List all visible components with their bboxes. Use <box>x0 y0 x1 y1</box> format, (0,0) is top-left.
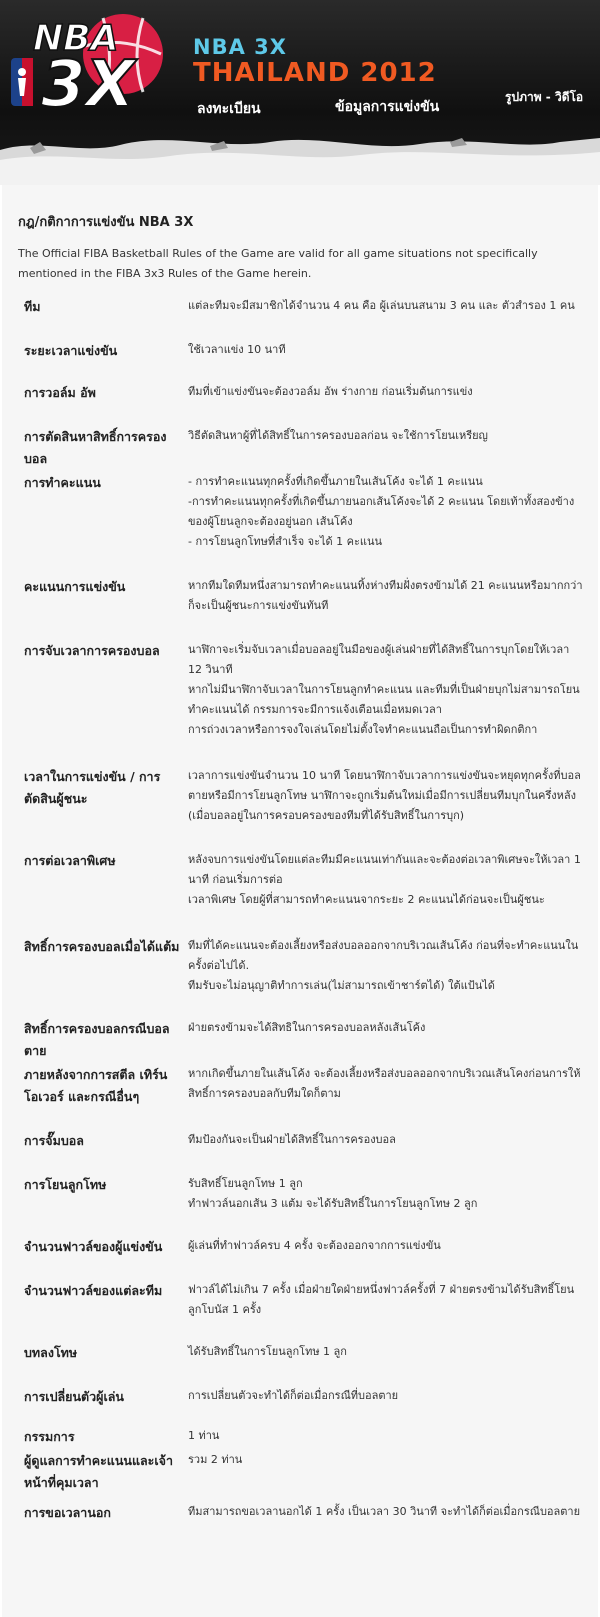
rule-title: การวอล์ม อัพ <box>24 385 96 400</box>
rule-row <box>16 1280 584 1320</box>
rule-title: จำนวนฟาวล์ของผู้แข่งขัน <box>24 1239 163 1254</box>
rule-title: การโยนลูกโทษ <box>24 1177 107 1192</box>
rule-line: - การโยนลูกโทษที่สำเร็จ จะได้ 1 คะแนน <box>188 535 383 548</box>
rule-title: ระยะเวลาแข่งขัน <box>24 343 118 358</box>
rule-row <box>16 1130 584 1152</box>
rule-title: บทลงโทษ <box>24 1345 78 1360</box>
rule-title: การต่อเวลาพิเศษ <box>24 853 116 868</box>
rule-title: ผู้ดูแลการทำคะแนนและเจ้าหน้าที่คุมเวลา <box>24 1453 173 1490</box>
rule-line: ใช้เวลาแข่ง 10 นาที <box>188 343 286 356</box>
rule-title: เวลาในการแข่งขัน / การตัดสินผู้ชนะ <box>24 769 161 806</box>
rule-description <box>184 1174 584 1214</box>
rule-line: รับสิทธิ์โยนลูกโทษ 1 ลูก <box>188 1177 303 1190</box>
page-title: กฎ/กติกาการแข่งขัน NBA 3X <box>18 215 194 230</box>
rule-title: การตัดสินหาสิทธิ์การครองบอล <box>24 429 167 466</box>
rule-title: การจับเวลาการครองบอล <box>24 643 160 658</box>
rule-line: ทีมป้องกันจะเป็นฝ่ายได้สิทธิ์ในการครองบอล <box>188 1133 396 1146</box>
rule-row <box>16 1018 584 1062</box>
rule-row <box>16 1450 584 1494</box>
rule-description <box>184 1236 584 1258</box>
rule-description <box>184 936 584 996</box>
event-title <box>193 36 437 88</box>
rule-row <box>16 1386 584 1408</box>
rule-description <box>184 382 584 404</box>
rule-line: เวลาพิเศษ โดยผู้ที่สามารถทำคะแนนจากระยะ 2 คะแนนได้ก่อนจะเป็นผู้ชนะ <box>188 893 545 906</box>
rule-description <box>184 1426 584 1448</box>
rule-line: เวลาการแข่งขันจำนวน 10 นาที โดยนาฬิกาจับเวลาการแข่งขันจะหยุดทุกครั้งที่บอลตายหรือมีการโยนลูกโทษ นาฬิกาจะถูกเริ่มต้นใหม่เมื่อมีการเปลี่ยนทีมบุกในครึ่งหลัง (เมื่อบอลอยู่ในการครอบครองของทีมที่ได้รับสิทธิ์ในการบุก) <box>188 769 581 822</box>
rule-title: คะแนนการแข่งขัน <box>24 579 126 594</box>
rule-line: แต่ละทีมจะมีสมาชิกได้จำนวน 4 คน คือ ผู้เล่นบนสนาม 3 คน และ ตัวสำรอง 1 คน <box>188 299 575 312</box>
rule-row <box>16 936 584 996</box>
nav-competition-info[interactable]: ข้อมูลการแข่งขัน <box>335 99 440 115</box>
rule-row <box>16 576 584 616</box>
rule-line: รวม 2 ท่าน <box>188 1453 243 1466</box>
rule-title: ทีม <box>24 299 41 314</box>
rule-line: การถ่วงเวลาหรือการจงใจเล่นโดยไม่ตั้งใจทำคะแนนถือเป็นการทำผิดกติกา <box>188 723 538 736</box>
rule-row <box>16 296 584 318</box>
rule-description <box>184 1064 584 1108</box>
event-title-line1: NBA 3X <box>193 35 287 59</box>
rule-line: หลังจบการแข่งขันโดยแต่ละทีมมีคะแนนเท่ากันและจะต้องต่อเวลาพิเศษจะให้เวลา 1 นาที ก่อนเริ่มการต่อ <box>188 853 581 886</box>
rule-line: ทำฟาวล์นอกเส้น 3 แต้ม จะได้รับสิทธิ์ในการโยนลูกโทษ 2 ลูก <box>188 1197 478 1210</box>
rule-line: วิธีตัดสินหาผู้ที่ได้สิทธิ์ในการครองบอลก่อน จะใช้การโยนเหรียญ <box>188 429 488 442</box>
rule-line: หากเกิดขึ้นภายในเส้นโค้ง จะต้องเลี้ยงหรือส่งบอลออกจากบริเวณเส้นโคงก่อนการให้สิทธิ์การครองบอลกับทีมใดก็ตาม <box>188 1067 581 1100</box>
rule-row <box>16 1236 584 1258</box>
rule-line: นาฬิกาจะเริ่มจับเวลาเมื่อบอลอยู่ในมือของผู้เล่นฝ่ายที่ได้สิทธิ์ในการบุกโดยให้เวลา 12 วินาที <box>188 643 570 676</box>
event-title-line2: THAILAND 2012 <box>193 58 437 88</box>
rule-line: ฝ่ายตรงข้ามจะได้สิทธิในการครองบอลหลังเส้นโค้ง <box>188 1021 426 1034</box>
rules-list <box>16 296 584 1524</box>
rules-intro: The Official FIBA Basketball Rules of the Game are valid for all game situations not specifically mentioned in the FIBA 3x3 Rules of the Game herein. <box>18 247 538 280</box>
rule-description <box>184 1018 584 1062</box>
rule-description <box>184 1386 584 1408</box>
rule-row <box>16 1502 584 1524</box>
rule-line: ทีมที่ได้คะแนนจะต้องเลี้ยงหรือส่งบอลออกจากบริเวณเส้นโค้ง ก่อนที่จะทำคะแนนในครั้งต่อไปได้. <box>188 939 579 972</box>
rule-description <box>184 1502 584 1524</box>
rule-title: กรรมการ <box>24 1429 75 1444</box>
site-header <box>0 0 600 185</box>
nav-register[interactable]: ลงทะเบียน <box>197 101 261 117</box>
rule-row <box>16 340 584 362</box>
rule-line: ทีมสามารถขอเวลานอกได้ 1 ครั้ง เป็นเวลา 30 วินาที จะทำได้ก็ต่อเมื่อกรณีบอลตาย <box>188 1505 581 1518</box>
rules-content <box>2 185 598 1617</box>
rule-title: การขอเวลานอก <box>24 1505 111 1520</box>
main-nav <box>0 90 600 120</box>
rule-row <box>16 382 584 404</box>
rule-line: - การทำคะแนนทุกครั้งที่เกิดขึ้นภายในเส้นโค้ง จะได้ 1 คะแนน <box>188 475 483 488</box>
nav-photos-videos[interactable]: รูปภาพ - วิดีโอ <box>505 90 584 104</box>
rule-title: สิทธิ์การครองบอลกรณีบอลตาย <box>24 1021 170 1058</box>
rule-line: ได้รับสิทธิ์ในการโยนลูกโทษ 1 ลูก <box>188 1345 347 1358</box>
rule-description <box>184 340 584 362</box>
rule-description <box>184 576 584 616</box>
rule-description <box>184 1280 584 1320</box>
rule-line: ผู้เล่นที่ทำฟาวล์ครบ 4 ครั้ง จะต้องออกจากการแข่งขัน <box>188 1239 441 1252</box>
rule-title: ภายหลังจากการสตีล เทิร์นโอเวอร์ และกรณีอื่นๆ <box>24 1067 168 1104</box>
rule-description <box>184 766 584 826</box>
rule-row <box>16 472 584 552</box>
rule-description <box>184 640 584 740</box>
rule-line: ฟาวล์ได้ไม่เกิน 7 ครั้ง เมื่อฝ่ายใดฝ่ายหนึ่งฟาวล์ครั้งที่ 7 ฝ่ายตรงข้ามได้รับสิทธิ์โยนลูกโบนัส 1 ครั้ง <box>188 1283 575 1316</box>
rule-row <box>16 850 584 910</box>
rule-line: ทีมรับจะไม่อนุญาติทำการเล่น(ไม่สามารถเข้าชาร์ตได้) ใต้แป้นได้ <box>188 979 495 992</box>
rule-row <box>16 1426 584 1448</box>
rule-row <box>16 766 584 826</box>
rule-line: หากทีมใดทีมหนึ่งสามารถทำคะแนนทิ้งห่างทีมฝั่งตรงข้ามได้ 21 คะแนนหรือมากกว่า ก็จะเป็นผู้ชนะการแข่งขันทันที <box>188 579 583 612</box>
rule-row <box>16 1064 584 1108</box>
rule-title: การเปลี่ยนตัวผู้เล่น <box>24 1389 124 1404</box>
rule-row <box>16 1342 584 1364</box>
rule-line: 1 ท่าน <box>188 1429 220 1442</box>
rule-title: สิทธิ์การครองบอลเมื่อได้แต้ม <box>24 939 180 954</box>
rule-description <box>184 472 584 552</box>
rule-title: จำนวนฟาวล์ของแต่ละทีม <box>24 1283 163 1298</box>
rule-line: ทีมที่เข้าแข่งขันจะต้องวอล์ม อัพ ร่างกาย ก่อนเริ่มต้นการแข่ง <box>188 385 473 398</box>
rule-line: -การทำคะแนนทุกครั้งที่เกิดขึ้นภายนอกเส้นโค้งจะได้ 2 คะแนน โดยเท้าทั้งสองข้างของผู้โยนลูกจะต้องอยู่นอก เส้นโค้ง <box>188 495 575 528</box>
rule-description <box>184 296 584 318</box>
svg-text:NBA: NBA <box>33 18 119 59</box>
rule-row <box>16 640 584 740</box>
rule-description <box>184 1342 584 1364</box>
rule-description <box>184 1450 584 1494</box>
rule-title: การทำคะแนน <box>24 475 101 490</box>
rule-title: การจั๊มบอล <box>24 1133 84 1148</box>
svg-text:3X: 3X <box>41 48 135 114</box>
rule-line: การเปลี่ยนตัวจะทำได้ก็ต่อเมื่อกรณีที่บอลตาย <box>188 1389 399 1402</box>
rule-description <box>184 850 584 910</box>
rule-description <box>184 1130 584 1152</box>
rule-description <box>184 426 584 470</box>
rule-row <box>16 426 584 470</box>
rule-line: หากไม่มีนาฬิกาจับเวลาในการโยนลูกทำคะแนน และทีมที่เป็นฝ่ายบุกไม่สามารถโยนทำคะแนนได้ กรรมการจะมีการแจ้งเตือนเมื่อหมดเวลา <box>188 683 580 716</box>
rule-row <box>16 1174 584 1214</box>
